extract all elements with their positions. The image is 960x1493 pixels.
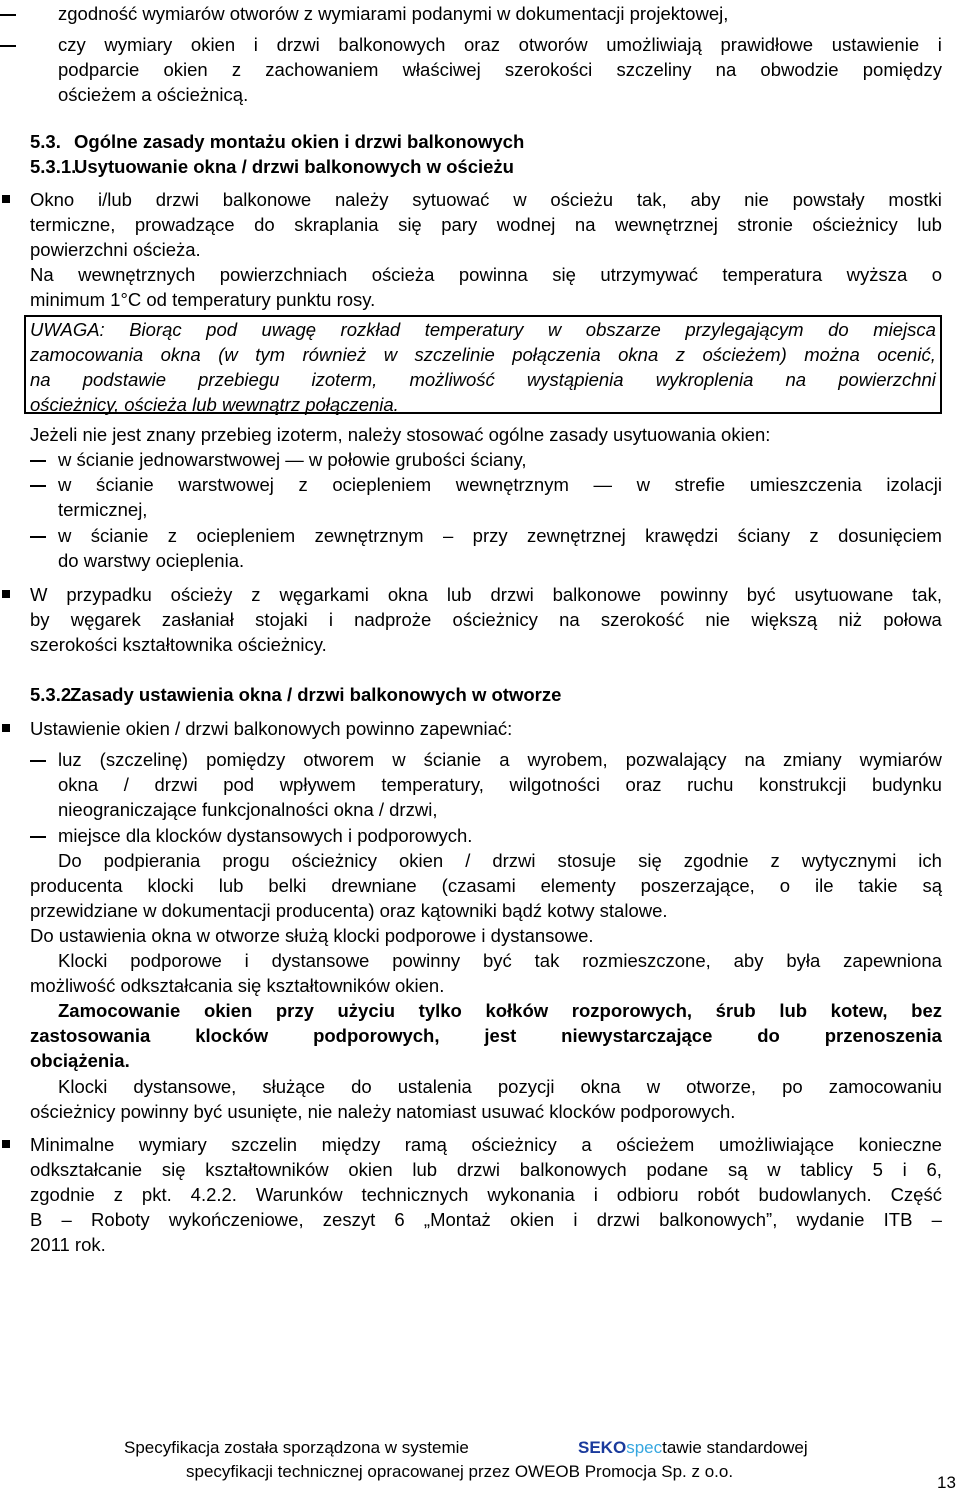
sekospec-logo-seko: SEKO [578, 1438, 627, 1457]
bold-paragraph-line: Zamocowanie okien przy użyciu tylko kołków rozporowych, śrub lub kotew, bez [58, 1000, 942, 1021]
paragraph-line: minimum 1°C od temperatury punktu rosy. [30, 289, 376, 310]
dash-bullet [0, 14, 16, 16]
paragraph-line: Do podpierania progu ościeżnicy okien / drzwi stosuje się zgodnie z wytycznymi ich [58, 850, 942, 871]
list-item: w ścianie warstwowej z ociepleniem wewnętrznym — w strefie umieszczenia izolacji [58, 474, 942, 495]
paragraph-line: odkształcanie się kształtowników okien lub drzwi balkonowych podane są w tablicy 5 i 6, [30, 1159, 942, 1180]
footer-brand [578, 1438, 808, 1458]
paragraph-line: ościeżnicy powinny być usunięte, nie należy natomiast usuwać klocków podporowych. [30, 1101, 736, 1122]
paragraph-line: B – Roboty wykończeniowe, zeszyt 6 „Montaż okien i drzwi balkonowych”, wydanie ITB – [30, 1209, 942, 1230]
list-item: miejsce dla klocków dystansowych i podporowych. [58, 825, 473, 846]
dash-bullet [30, 536, 46, 538]
list-item-continuation: podparcie okien z zachowaniem właściwej szerokości szczeliny na obwodzie pomiędzy [58, 59, 942, 80]
warning-line: zamocowania okna (w tym również w szczelinie połączenia okna z ościeżem) można ocenić, [30, 344, 936, 365]
subsection-title: Usytuowanie okna / drzwi balkonowych w ościeżu [74, 156, 514, 177]
paragraph-line: producenta klocki lub belki drewniane (czasami elementy poszerzające, o ile takie są [30, 875, 942, 896]
square-bullet [2, 724, 10, 732]
list-item-continuation: do warstwy ocieplenia. [58, 550, 245, 571]
paragraph-line: zgodnie z pkt. 4.2.2. Warunków technicznych wykonania i odbioru robót budowlanych. Część [30, 1184, 942, 1205]
footer-text: tawie standardowej [662, 1438, 808, 1457]
list-item: w ścianie jednowarstwowej — w połowie grubości ściany, [58, 449, 527, 470]
list-item: zgodność wymiarów otworów z wymiarami podanymi w dokumentacji projektowej, [58, 3, 729, 24]
dash-bullet [30, 760, 46, 762]
sekospec-logo-spec: spec [626, 1438, 663, 1457]
paragraph-line: Na wewnętrznych powierzchniach ościeża powinna się utrzymywać temperatura wyższa o [30, 264, 942, 285]
list-item-continuation: termicznej, [58, 499, 148, 520]
square-bullet [2, 1140, 10, 1148]
section-number: 5.3. [30, 131, 61, 152]
paragraph-line: powierzchni ościeża. [30, 239, 201, 260]
paragraph-line: Jeżeli nie jest znany przebieg izoterm, należy stosować ogólne zasady usytuowania okien: [30, 424, 771, 445]
footer-line [124, 1438, 469, 1458]
paragraph-line: możliwość odkształcania się kształtowników okien. [30, 975, 445, 996]
bold-paragraph-line: obciążenia. [30, 1050, 130, 1071]
subsection-number: 5.3.1. [30, 156, 77, 177]
dash-bullet [30, 460, 46, 462]
paragraph-line: Klocki podporowe i dystansowe powinny być tak rozmieszczone, aby była zapewniona [58, 950, 942, 971]
list-item-continuation: ościeżem a ościeżnicą. [58, 84, 249, 105]
paragraph-line: Ustawienie okien / drzwi balkonowych powinno zapewniać: [30, 718, 513, 739]
list-item: czy wymiary okien i drzwi balkonowych oraz otworów umożliwiają prawidłowe ustawienie i [58, 34, 942, 55]
warning-line: UWAGA: Biorąc pod uwagę rozkład temperatury w obszarze przylegającym do miejsca [30, 319, 936, 340]
list-item: luz (szczelinę) pomiędzy otworem w ścianie a wyrobem, pozwalający na zmiany wymiarów [58, 749, 942, 770]
list-item-continuation: nieograniczające funkcjonalności okna / drzwi, [58, 799, 438, 820]
warning-line: na podstawie przebiegu izoterm, możliwość wystąpienia wykroplenia na powierzchni [30, 369, 936, 390]
dash-bullet [0, 45, 16, 47]
subsection-number: 5.3.2. [30, 684, 77, 705]
square-bullet [2, 590, 10, 598]
paragraph-line: szerokości kształtownika ościeżnicy. [30, 634, 327, 655]
page-number: 13 [937, 1473, 956, 1492]
paragraph-line: termiczne, prowadzące do skraplania się pary wodnej na wewnętrznej stronie ościeżnicy lub [30, 214, 942, 235]
square-bullet [2, 195, 10, 203]
paragraph-line: Okno i/lub drzwi balkonowe należy sytuować w ościeżu tak, aby nie powstały mostki [30, 189, 942, 210]
list-item: w ścianie z ociepleniem zewnętrznym – przy zewnętrznej krawędzi ściany z dosunięciem [58, 525, 942, 546]
paragraph-line: Minimalne wymiary szczelin między ramą ościeżnicy a ościeżem umożliwiające konieczne [30, 1134, 942, 1155]
paragraph-line: 2011 rok. [30, 1234, 106, 1255]
footer-text: Specyfikacja została sporządzona w systemie [124, 1438, 469, 1457]
subsection-title: Zasady ustawienia okna / drzwi balkonowych w otworze [70, 684, 562, 705]
list-item-continuation: okna / drzwi pod wpływem temperatury, wilgotności oraz ruchu konstrukcji budynku [58, 774, 942, 795]
bold-paragraph-line: zastosowania klocków podporowych, jest niewystarczające do przenoszenia [30, 1025, 942, 1046]
paragraph-line: by węgarek zasłaniał stojaki i nadproże ościeżnicy na szerokość nie większą niż połowa [30, 609, 942, 630]
paragraph-line: przewidziane w dokumentacji producenta) oraz kątowniki bądź kotwy stalowe. [30, 900, 668, 921]
warning-line: ościeżnicy, ościeża lub wewnątrz połączenia. [30, 394, 399, 415]
paragraph-line: Do ustawienia okna w otworze służą klocki podporowe i dystansowe. [30, 925, 594, 946]
paragraph-line: W przypadku ościeży z węgarkami okna lub drzwi balkonowe powinny być usytuowane tak, [30, 584, 942, 605]
footer-line: specyfikacji technicznej opracowanej przez OWEOB Promocja Sp. z o.o. [186, 1462, 734, 1481]
dash-bullet [30, 836, 46, 838]
dash-bullet [30, 485, 46, 487]
section-title: Ogólne zasady montażu okien i drzwi balkonowych [74, 131, 525, 152]
paragraph-line: Klocki dystansowe, służące do ustalenia pozycji okna w otworze, po zamocowaniu [58, 1076, 942, 1097]
